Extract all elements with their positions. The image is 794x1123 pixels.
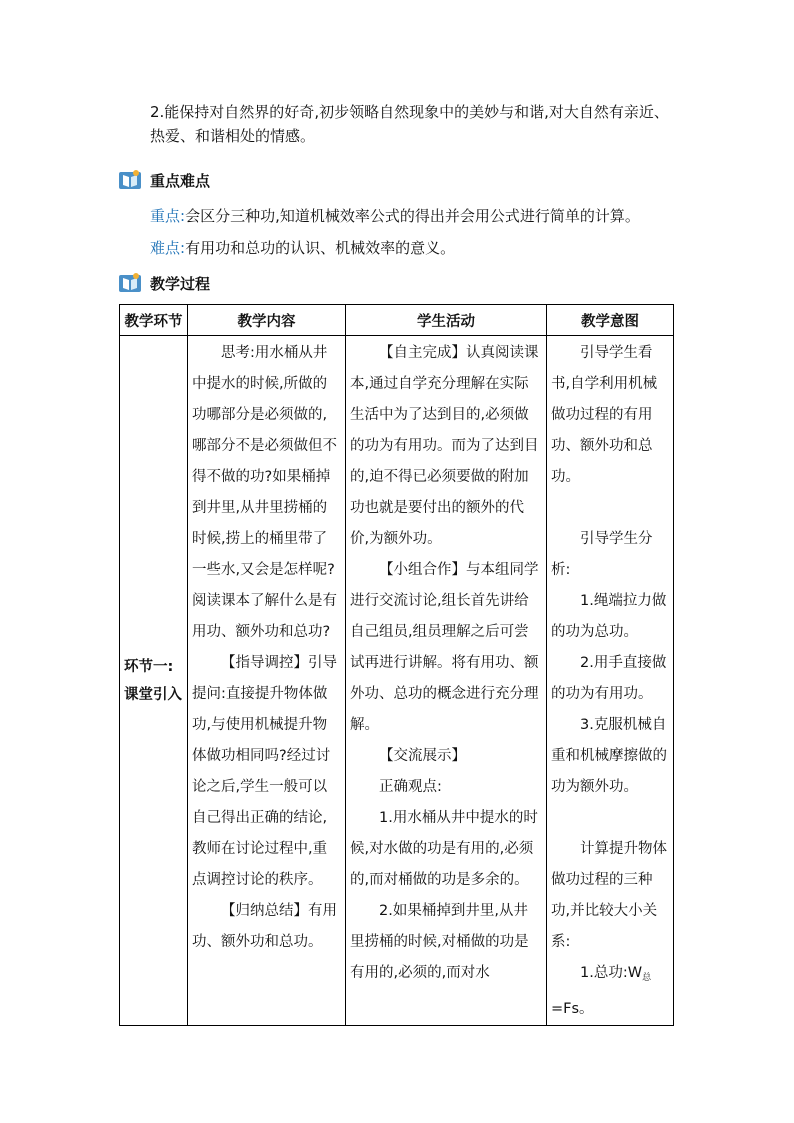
difficulty-line — [150, 236, 455, 260]
focus-text: 会区分三种功,知道机械效率公式的得出并会用公式进行简单的计算。 — [185, 207, 640, 225]
content-paragraph: 【归纳总结】有用功、额外功和总功。 — [192, 903, 337, 950]
intent-paragraph: 2.用手直接做的功为有用功。 — [551, 655, 667, 702]
section-title: 教学过程 — [150, 274, 211, 293]
teaching-process-table — [119, 304, 674, 1026]
focus-line — [150, 204, 640, 228]
intent-paragraph: 引导学生分析: — [551, 531, 653, 578]
formula-subscript: 总 — [642, 973, 652, 983]
activity-paragraph: 正确观点: — [379, 779, 442, 795]
content-cell — [188, 336, 346, 1026]
activity-cell — [346, 336, 547, 1026]
table-header-row — [120, 305, 674, 336]
activity-paragraph: 【自主完成】认真阅读课本,通过自学充分理解在实际生活中为了达到目的,必须做的功为有用功。而为了达到目的,迫不得已必须要做的附加功也就是要付出的额外的代价,为额外功。 — [350, 345, 539, 547]
difficulty-label: 难点: — [150, 239, 186, 257]
formula-text: 1.总功:W — [580, 965, 643, 981]
focus-label: 重点: — [150, 207, 186, 225]
content-paragraph: 思考:用水桶从井中提水的时候,所做的功哪部分是必须做的,哪部分不是必须做但不得不做的功?如果桶掉到井里,从井里捞桶的时候,捞上的桶里带了一些水,又会是怎样呢?阅读课本了解什么是有用功、额外功和总功? — [192, 345, 337, 640]
book-icon — [118, 272, 142, 294]
formula-continuation: =Fs。 — [551, 1001, 594, 1017]
header-content: 教学内容 — [188, 305, 346, 336]
intent-paragraph: 计算提升物体做功过程的三种功,并比较大小关系: — [551, 841, 667, 950]
objective-item-2: 2.能保持对自然界的好奇,初步领略自然现象中的美妙与和谐,对大自然有亲近、热爱、和谐相处的情感。 — [150, 103, 669, 145]
intent-paragraph: 引导学生看书,自学利用机械做功过程的有用功、额外功和总功。 — [551, 345, 658, 485]
section-teaching-process-heading — [118, 271, 210, 295]
activity-paragraph: 1.用水桶从井中提水的时候,对水做的功是有用的,必须的,而对桶做的功是多余的。 — [350, 810, 538, 888]
activity-paragraph: 2.如果桶掉到井里,从井里捞桶的时候,对桶做的功是有用的,必须的,而对水 — [350, 903, 529, 981]
intent-formula — [551, 958, 669, 994]
book-icon — [118, 169, 142, 191]
intent-paragraph: 3.克服机械自重和机械摩擦做的功为额外功。 — [551, 717, 667, 795]
activity-paragraph: 【小组合作】与本组同学进行交流讨论,组长首先讲给自己组员,组员理解之后可尝试再进行讲解。将有用功、额外功、总功的概念进行充分理解。 — [350, 562, 539, 733]
section-title: 重点难点 — [150, 171, 211, 190]
content-paragraph: 【指导调控】引导提问:直接提升物体做功,与使用机械提升物体做功相同吗?经过讨论之后,学生一般可以自己得出正确的结论,教师在讨论过程中,重点调控讨论的秩序。 — [192, 655, 337, 888]
stage-cell: 环节一:课堂引入 — [120, 336, 188, 1026]
header-activity: 学生活动 — [346, 305, 547, 336]
intent-paragraph: 1.绳端拉力做的功为总功。 — [551, 593, 667, 640]
section-key-points-heading — [118, 168, 210, 192]
table-row — [120, 336, 674, 1026]
difficulty-text: 有用功和总功的认识、机械效率的意义。 — [185, 239, 456, 257]
header-stage: 教学环节 — [120, 305, 188, 336]
header-intent: 教学意图 — [547, 305, 674, 336]
intent-cell — [547, 336, 674, 1026]
activity-paragraph: 【交流展示】 — [379, 748, 466, 764]
